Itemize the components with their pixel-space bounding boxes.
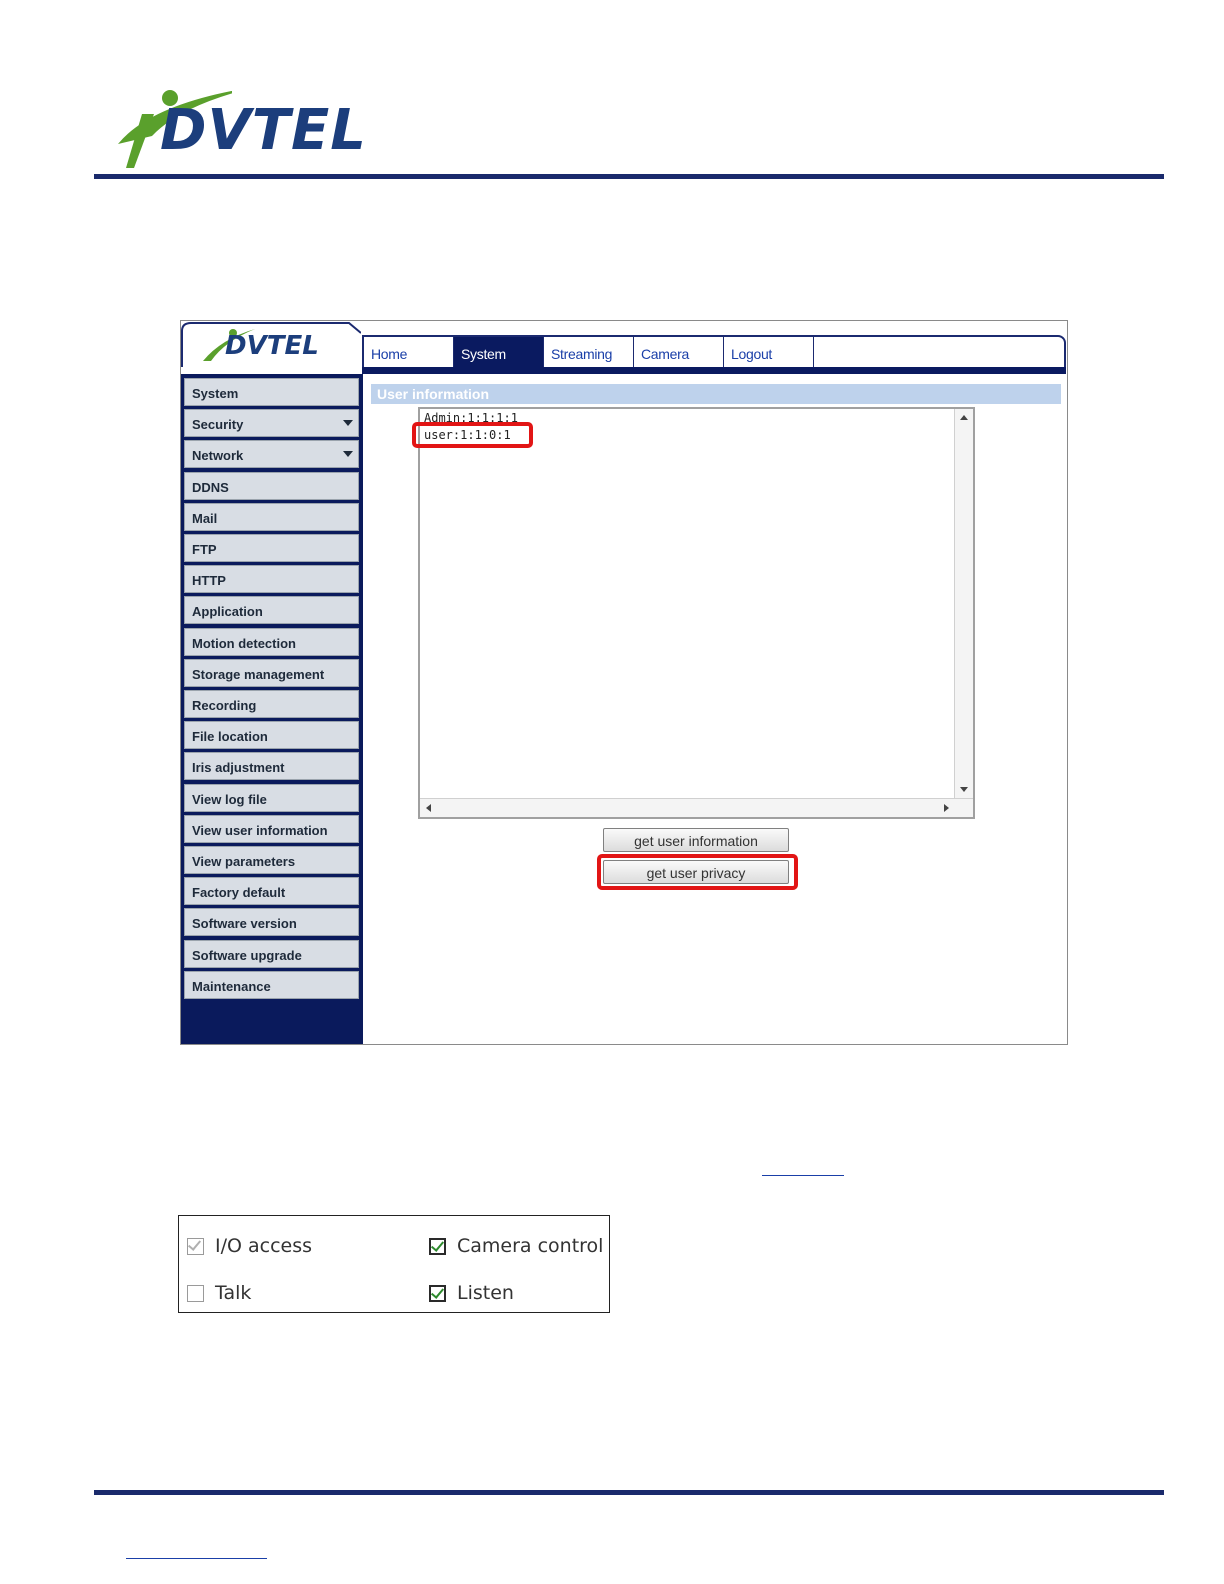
privacy-options-panel [178,1215,610,1313]
camera-control-checkbox[interactable] [429,1238,446,1255]
sidebar-item-mail[interactable] [184,503,359,531]
sidebar-item-label: Software version [192,916,297,932]
content-title: User information [371,384,1061,404]
tab-system[interactable]: System [454,337,544,367]
sidebar-item-label: View log file [192,791,267,807]
io-access-option[interactable] [187,1234,312,1258]
vertical-scrollbar[interactable] [954,409,973,799]
user-info-list[interactable] [418,407,975,819]
dropdown-arrow-icon [343,420,353,426]
sidebar-item-label: FTP [192,542,217,557]
dropdown-arrow-icon [343,451,353,457]
ui-nav-bar [362,335,1066,367]
scroll-up-icon[interactable] [960,415,968,420]
header-rule [94,174,1164,179]
sidebar-item-http[interactable] [184,565,359,593]
sidebar-item-label: HTTP [192,573,226,589]
listen-checkbox[interactable] [429,1285,446,1302]
horizontal-scrollbar[interactable] [420,798,973,817]
talk-label: Talk [215,1282,252,1304]
sidebar-item-label: Factory default [192,885,286,901]
footer-rule [94,1490,1164,1495]
sidebar-item-motion-detection[interactable] [184,628,359,656]
sidebar-item-security[interactable] [184,409,359,437]
sidebar-item-application[interactable] [184,596,359,624]
get-user-privacy-button[interactable]: get user privacy [603,860,789,884]
sidebar-item-iris-adjustment[interactable] [184,752,359,780]
tab-streaming[interactable]: Streaming [544,337,634,367]
sidebar-item-label: Network [192,448,244,464]
sidebar-item-label: Recording [192,698,257,713]
scroll-right-icon[interactable] [944,804,949,812]
tab-camera[interactable]: Camera [634,337,724,367]
camera-control-label: Camera control [457,1235,604,1257]
camera-control-option[interactable] [429,1234,603,1258]
camera-web-ui-screenshot [180,320,1068,1045]
sidebar-item-label: View parameters [192,854,296,869]
sidebar-item-ddns[interactable] [184,472,359,500]
tab-logout[interactable]: Logout [724,337,814,367]
privacy-button-highlight [597,854,798,890]
ui-header [181,321,1067,367]
list-item-admin[interactable]: Admin:1:1:1:1 [424,411,518,425]
sidebar-item-software-upgrade[interactable] [184,940,359,968]
sidebar-item-label: Security [192,417,244,433]
sidebar-item-label: DDNS [192,479,229,495]
check-icon [188,1237,201,1251]
link-underline[interactable] [762,1175,844,1176]
sidebar-item-maintenance[interactable] [184,971,359,999]
sidebar-item-label: File location [192,729,268,745]
footer-link-underline[interactable] [126,1558,267,1559]
nav-underline [362,367,1066,374]
tab-home[interactable]: Home [364,337,454,367]
ui-logo-wordmark: DVTEL [225,331,319,361]
io-access-checkbox[interactable] [187,1238,204,1255]
sidebar-item-label: Maintenance [192,978,271,994]
get-user-information-button[interactable]: get user information [603,828,789,852]
sidebar-item-recording[interactable] [184,690,359,718]
sidebar-item-factory-default[interactable] [184,877,359,905]
sidebar-item-label: Iris adjustment [192,760,285,776]
check-icon [431,1285,444,1299]
sidebar-item-view-user-information[interactable] [184,815,359,843]
talk-option[interactable] [187,1281,251,1305]
sidebar-item-label: View user information [192,822,328,838]
sidebar-item-view-parameters[interactable] [184,846,359,874]
talk-checkbox[interactable] [187,1285,204,1302]
ui-logo [181,321,361,367]
sidebar-item-view-log-file[interactable] [184,784,359,812]
sidebar-item-label: Software upgrade [192,947,302,963]
sidebar-item-system[interactable] [184,378,359,406]
sidebar-item-label: Storage management [192,666,325,682]
sidebar-item-label: Application [192,604,263,620]
listen-option[interactable] [429,1281,514,1305]
sidebar-item-label: Mail [192,510,218,526]
sidebar-item-storage-management[interactable] [184,659,359,687]
io-access-label: I/O access [215,1235,313,1257]
check-icon [431,1238,444,1252]
sidebar-item-label: Motion detection [192,635,296,651]
list-item-user[interactable]: user:1:1:0:1 [424,428,511,442]
listen-label: Listen [457,1282,514,1304]
sidebar-item-network[interactable] [184,440,359,468]
logo-wordmark: DVTEL [160,98,367,163]
sidebar-item-software-version[interactable] [184,908,359,936]
ui-sidebar [181,374,363,1044]
dvtel-logo [112,84,367,174]
sidebar-item-file-location[interactable] [184,721,359,749]
scroll-down-icon[interactable] [960,787,968,792]
user-entry-highlight [412,422,533,448]
scroll-left-icon[interactable] [426,804,431,812]
sidebar-item-ftp[interactable] [184,534,359,562]
sidebar-item-label: System [192,386,239,401]
